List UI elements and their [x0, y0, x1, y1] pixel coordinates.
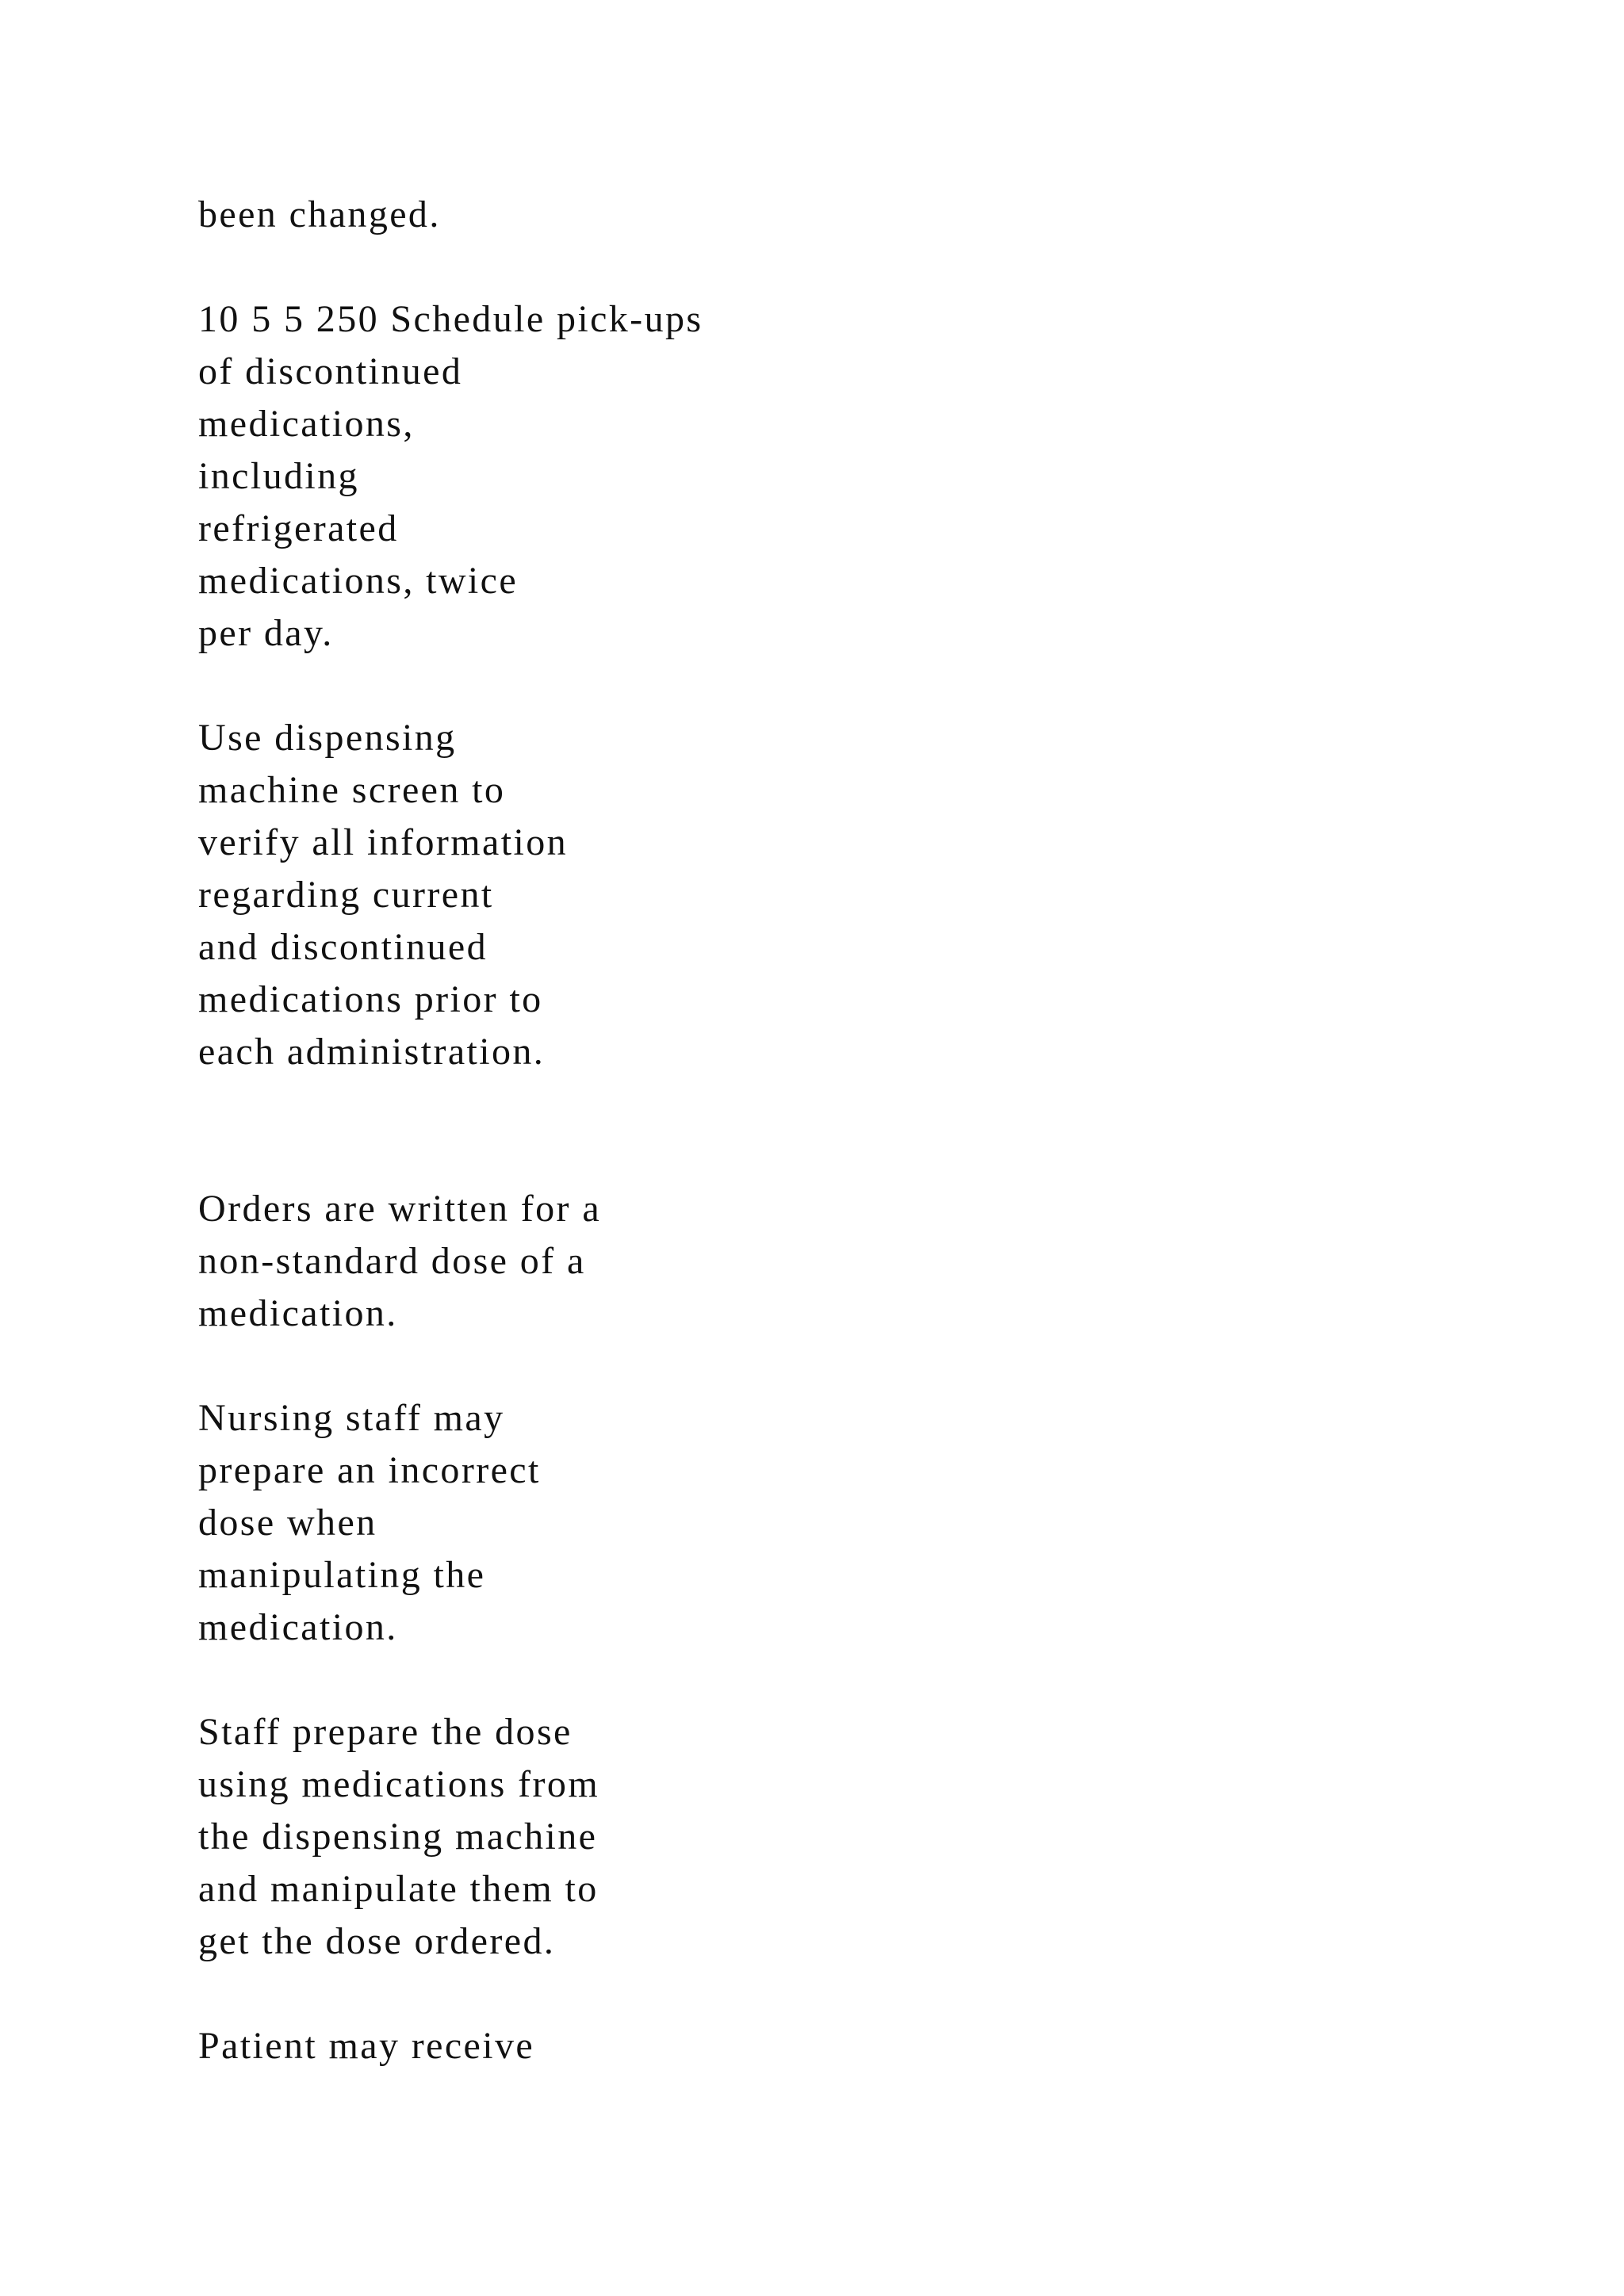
- text-line: including: [198, 455, 359, 497]
- text-line: medication.: [198, 1292, 398, 1334]
- text-line: non-standard dose of a: [198, 1240, 586, 1282]
- text-line: medications,: [198, 403, 415, 445]
- text-line: medications prior to: [198, 978, 543, 1020]
- paragraph: [198, 2020, 1546, 2072]
- text-line: Nursing staff may: [198, 1397, 505, 1439]
- paragraph: [198, 293, 1546, 660]
- text-line: refrigerated: [198, 507, 399, 549]
- text-line: get the dose ordered.: [198, 1920, 556, 1962]
- text-line: medications, twice: [198, 560, 519, 602]
- text-line: Use dispensing: [198, 717, 457, 759]
- text-line: machine screen to: [198, 769, 506, 811]
- paragraph: [198, 1183, 1546, 1340]
- text-line: and discontinued: [198, 926, 488, 968]
- text-line: of discontinued: [198, 350, 463, 392]
- paragraph: [198, 712, 1546, 1078]
- text-line: manipulating the: [198, 1554, 486, 1596]
- text-line: dose when: [198, 1502, 377, 1544]
- text-line: regarding current: [198, 874, 494, 916]
- paragraph: [198, 1706, 1546, 1968]
- text-line: per day.: [198, 612, 334, 654]
- text-line: Staff prepare the dose: [198, 1711, 573, 1753]
- text-line: and manipulate them to: [198, 1868, 599, 1910]
- text-line: 10 5 5 250 Schedule pick-ups: [198, 298, 703, 340]
- text-line: Orders are written for a: [198, 1188, 602, 1230]
- text-line: each administration.: [198, 1031, 546, 1073]
- document-text: [198, 189, 1546, 2072]
- paragraph: [198, 1392, 1546, 1654]
- text-line: medication.: [198, 1606, 398, 1648]
- text-line: using medications from: [198, 1763, 600, 1805]
- text-line: the dispensing machine: [198, 1816, 598, 1858]
- text-line: been changed.: [198, 193, 441, 235]
- text-line: verify all information: [198, 821, 569, 863]
- text-line: prepare an incorrect: [198, 1449, 541, 1491]
- text-line: Patient may receive: [198, 2025, 535, 2067]
- paragraph: [198, 189, 1546, 241]
